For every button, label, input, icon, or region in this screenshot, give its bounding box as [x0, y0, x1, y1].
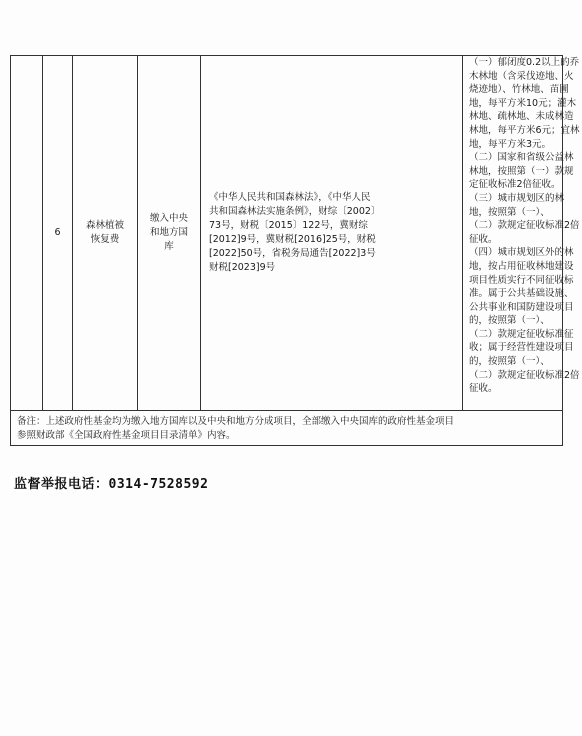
hotline-number: 0314-7528592	[108, 477, 209, 492]
basis-line: 73号，财税〔2015〕122号，冀财综	[209, 220, 368, 231]
standard-line: 林地，按照第（一）款规	[469, 165, 574, 177]
standard-line: 烧迹地）、竹林地、苗圃	[469, 84, 569, 96]
standard-line: 的，按照第（一）、	[469, 315, 550, 327]
basis-line: 共和国森林法实施条例》，财综〔2002〕	[209, 206, 381, 217]
fee-table	[10, 55, 580, 446]
standard-line: 地，每平方米10元；灌木	[469, 97, 577, 109]
table-row	[11, 56, 563, 411]
basis-line: 《中华人民共和国森林法》，《中华人民	[209, 192, 371, 203]
legal-basis-cell	[201, 56, 463, 411]
fee-name-line: 恢复费	[90, 234, 120, 245]
supervision-hotline	[14, 473, 208, 492]
standard-line: 征收。	[469, 383, 498, 395]
row-number-cell	[43, 56, 73, 411]
standard-line: （二）款规定征收标准征	[469, 328, 574, 340]
standard-line: （二）国家和省级公益林	[469, 152, 574, 164]
row-number: 6	[54, 227, 61, 238]
standard-line: 收；属于经营性建设项目	[469, 342, 574, 354]
standard-line: 公共事业和国防建设项目	[469, 301, 574, 313]
standard-line: （三）城市规划区的林	[469, 192, 565, 204]
note-line: 参照财政部《全国政府性基金项目目录清单》内容。	[17, 429, 236, 441]
basis-line: [2022]50号，省税务局通告[2022]3号	[209, 248, 376, 259]
note-cell	[11, 411, 563, 446]
destination-line: 库	[164, 241, 174, 252]
standard-line: 地，每平方米3元。	[469, 138, 552, 150]
standard-line: （四）城市规划区外的林	[469, 247, 574, 259]
standard-line: 准。属于公共基础设施、	[469, 288, 574, 300]
standard-line: 定征收标准2倍征收。	[469, 179, 561, 191]
note-row	[11, 411, 563, 446]
standard-line: 地，按占用征收林地建设	[469, 260, 574, 272]
standard-line: 地，按照第（一）、	[469, 206, 550, 218]
basis-line: [2012]9号，冀财税[2016]25号，财税	[209, 234, 376, 245]
standard-line: （二）款规定征收标准2倍	[469, 369, 580, 381]
standard-line: （一）郁闭度0.2以上的乔	[469, 57, 580, 68]
destination-cell	[138, 56, 201, 411]
fee-name-line: 森林植被	[85, 220, 124, 231]
standard-line: 木林地（含采伐迹地、火	[469, 70, 574, 82]
standard-line: 林地、疏林地、未成林造	[469, 111, 574, 123]
standard-line: 的，按照第（一）、	[469, 356, 550, 368]
hotline-label: 监督举报电话：	[14, 477, 109, 492]
destination-line: 缴入中央	[149, 213, 188, 224]
standard-line: （二）款规定征收标准2倍	[469, 220, 580, 232]
standard-line: 项目性质实行不同征收标	[469, 274, 574, 286]
standard-line: 林地，每平方米6元；宜林	[469, 124, 580, 136]
blank-cell	[11, 56, 43, 411]
fee-name-cell	[73, 56, 138, 411]
destination-line: 和地方国	[149, 227, 188, 238]
note-line: 备注：上述政府性基金均为缴入地方国库以及中央和地方分成项目，全部缴入中央国库的政府性基金项目	[17, 415, 455, 427]
standard-cell	[463, 56, 580, 411]
basis-line: 财税[2023]9号	[209, 262, 276, 273]
standard-line: 征收。	[469, 233, 498, 245]
